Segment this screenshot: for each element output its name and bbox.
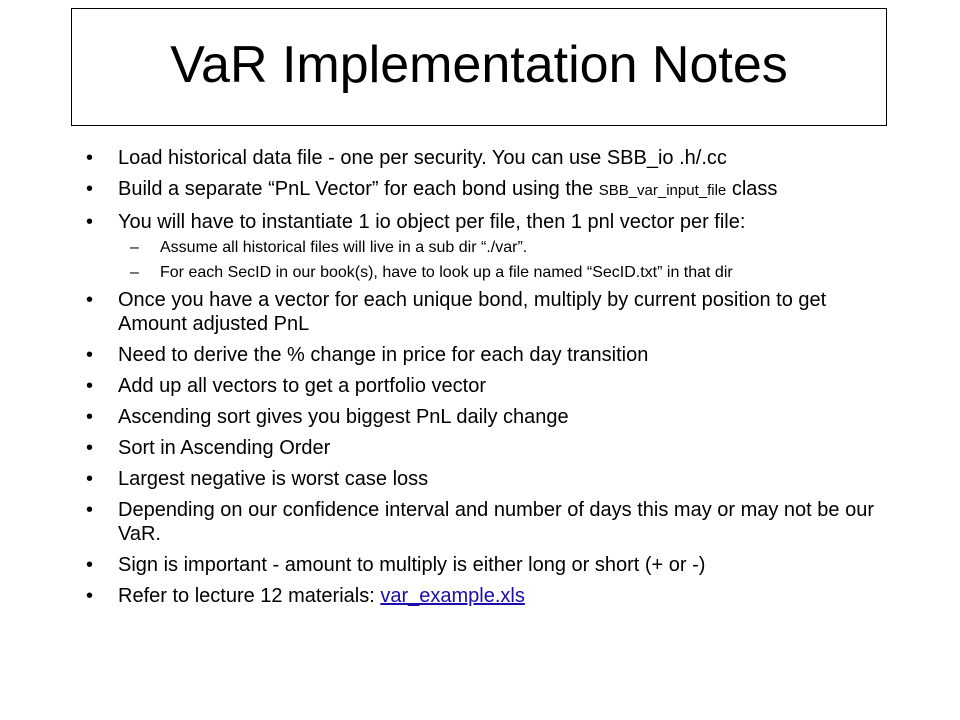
bullet-item-worst-case	[80, 467, 880, 491]
bullet-icon: •	[86, 554, 94, 576]
bullet-item-confidence	[80, 498, 880, 546]
bullet-item-sign	[80, 553, 880, 577]
bullet-item-build-pnl-vector	[80, 177, 880, 203]
bullet-text: Need to derive the % change in price for each day transition	[118, 344, 649, 366]
bullet-icon: •	[86, 289, 94, 311]
bullet-icon: •	[86, 375, 94, 397]
bullet-item-multiply-position	[80, 288, 880, 336]
bullet-icon: •	[86, 468, 94, 490]
bullet-icon: •	[86, 211, 94, 233]
dash-icon: –	[130, 264, 139, 281]
bullet-icon: •	[86, 406, 94, 428]
sub-item-text: Assume all historical files will live in a sub dir “./var”.	[160, 239, 528, 256]
bullet-text: Load historical data file - one per security. You can use SBB_io .h/.cc	[118, 147, 727, 169]
bullet-text: Build a separate “PnL Vector” for each bond using the	[118, 178, 599, 200]
slide-title: VaR Implementation Notes	[170, 36, 788, 94]
bullet-text: Sign is important - amount to multiply is either long or short (+ or -)	[118, 554, 706, 576]
bullet-item-sort-order	[80, 436, 880, 460]
sub-item-secid-lookup	[118, 263, 880, 283]
class-name-text: SBB_var_input_file	[598, 182, 727, 199]
bullet-icon: •	[86, 499, 94, 521]
sub-item-text: For each SecID in our book(s), have to look up a file named “SecID.txt” in that dir	[160, 264, 733, 281]
bullet-item-load-data	[80, 146, 880, 170]
bullet-text: You will have to instantiate 1 io object per file, then 1 pnl vector per file:	[118, 211, 746, 233]
bullet-text: Once you have a vector for each unique bond, multiply by current position to get Amount adjusted PnL	[118, 289, 827, 335]
bullet-text: Add up all vectors to get a portfolio vector	[118, 375, 486, 397]
sub-bullet-list	[118, 238, 880, 283]
var-example-link[interactable]: var_example.xls	[380, 585, 525, 607]
bullet-text-after: class	[726, 178, 778, 200]
bullet-text: Refer to lecture 12 materials:	[118, 585, 381, 607]
bullet-item-derive-change	[80, 343, 880, 367]
bullet-item-lecture-ref	[80, 584, 880, 608]
title-box	[71, 8, 887, 126]
bullet-text: Largest negative is worst case loss	[118, 468, 429, 490]
dash-icon: –	[130, 239, 139, 256]
bullet-item-instantiate	[80, 210, 880, 283]
bullet-item-add-vectors	[80, 374, 880, 398]
bullet-icon: •	[86, 147, 94, 169]
bullet-icon: •	[86, 437, 94, 459]
bullet-item-ascending-sort	[80, 405, 880, 429]
bullet-text: Ascending sort gives you biggest PnL daily change	[118, 406, 569, 428]
bullet-list	[80, 146, 880, 615]
bullet-text: Depending on our confidence interval and number of days this may or may not be our VaR.	[118, 499, 874, 545]
bullet-icon: •	[86, 178, 94, 200]
sub-item-var-dir	[118, 238, 880, 258]
bullet-icon: •	[86, 344, 94, 366]
bullet-text: Sort in Ascending Order	[118, 437, 331, 459]
bullet-icon: •	[86, 585, 94, 607]
